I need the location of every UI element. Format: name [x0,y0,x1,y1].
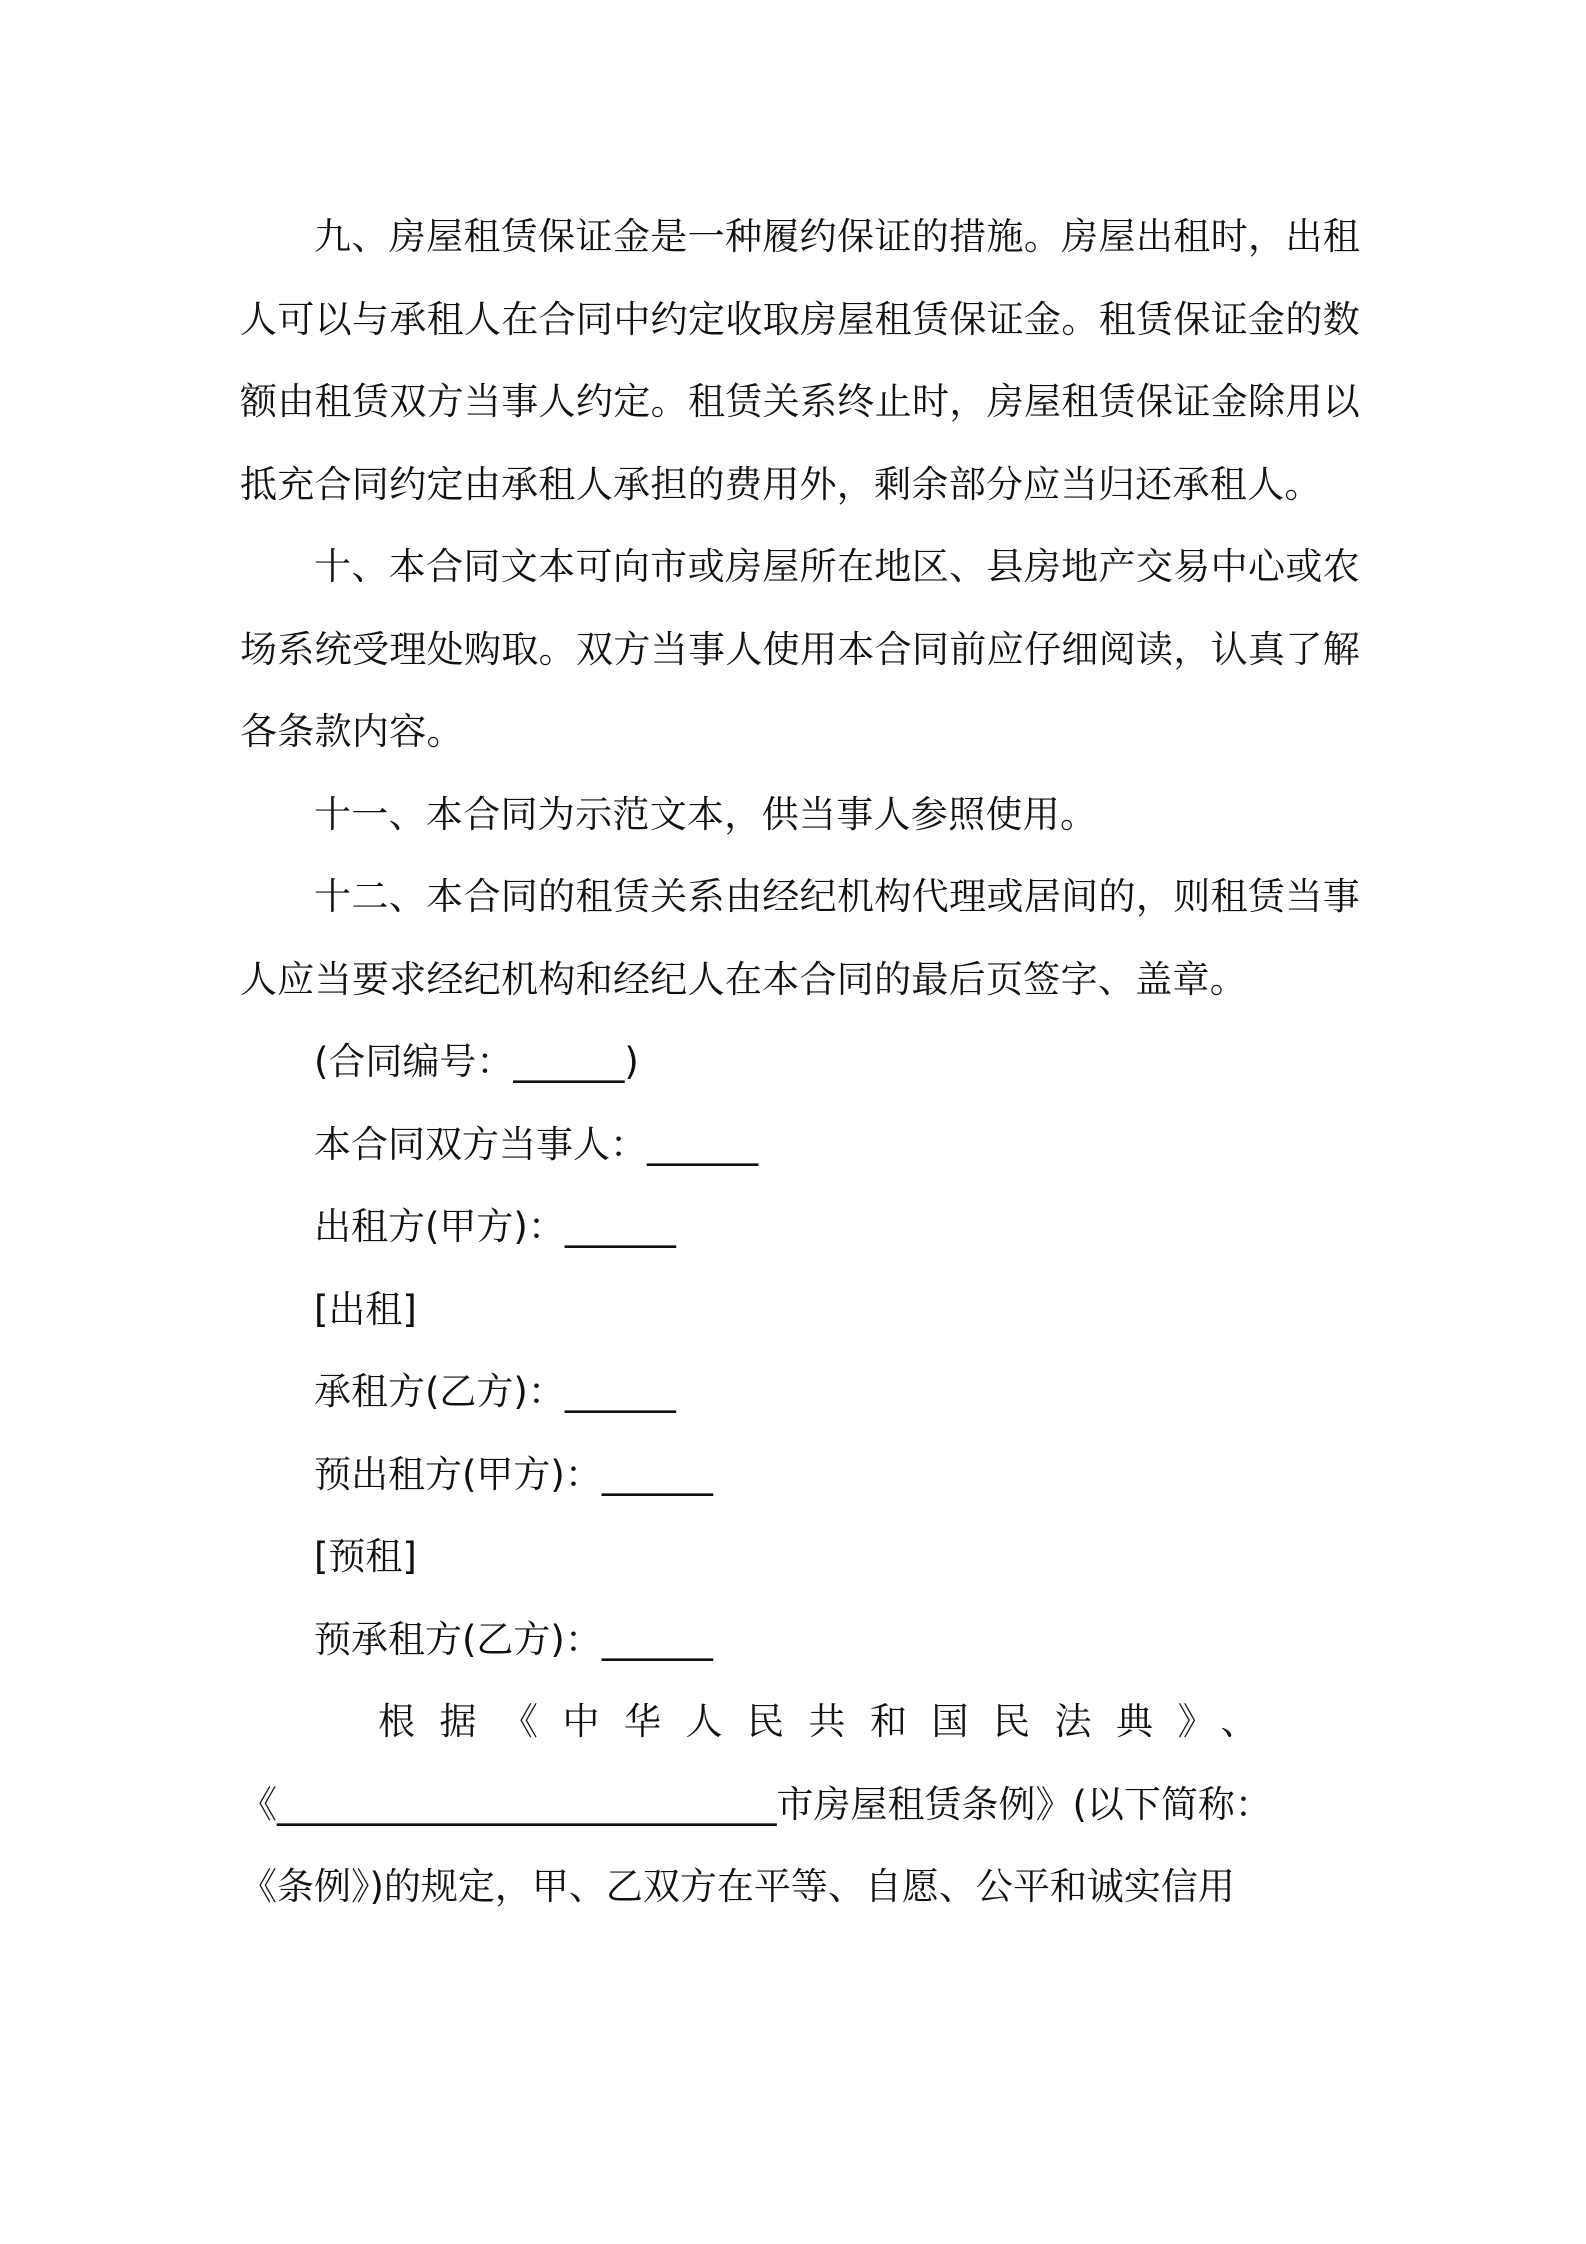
pre-lessor-field: 预出租方(甲方)：______ [314,1452,713,1496]
pre-lessee-field: 预承租方(乙方)：______ [314,1617,713,1661]
clause-twelve: 十二、本合同的租赁关系由经纪机构代理或居间的，则租赁当事人应当要求经纪机构和经纪人在本合同的最后页签字、盖章。 [240,875,1360,1001]
closing-line-3: 《条例》)的规定，甲、乙双方在平等、自愿、公平和诚实信用 [240,1865,1235,1908]
document-body [240,196,1360,1929]
prelease-section-label: [预租] [314,1535,417,1578]
contract-number-field: (合同编号：______) [314,1040,639,1083]
closing-line-2: 《___________________________市房屋租赁条例》(以下简称： [240,1782,1272,1826]
clause-eleven: 十一、本合同为示范文本，供当事人参照使用。 [314,792,1098,836]
clause-ten: 十、本合同文本可向市或房屋所在地区、县房地产交易中心或农场系统受理处购取。双方当事人使用本合同前应仔细阅读，认真了解各条款内容。 [240,545,1360,753]
clause-nine: 九、房屋租赁保证金是一种履约保证的措施。房屋出租时，出租人可以与承租人在合同中约定收取房屋租赁保证金。租赁保证金的数额由租赁双方当事人约定。租赁关系终止时，房屋租赁保证金除用以抵充合同约定由承租人承担的费用外，剩余部分应当归还承租人。 [240,215,1360,506]
closing-line-1: 根据《中华人民共和国民法典》、 [378,1700,1282,1743]
lease-section-label: [出租] [314,1287,417,1331]
parties-field: 本合同双方当事人：______ [314,1122,758,1166]
lessee-field: 承租方(乙方)：______ [314,1370,676,1413]
lessor-field: 出租方(甲方)：______ [314,1205,676,1248]
